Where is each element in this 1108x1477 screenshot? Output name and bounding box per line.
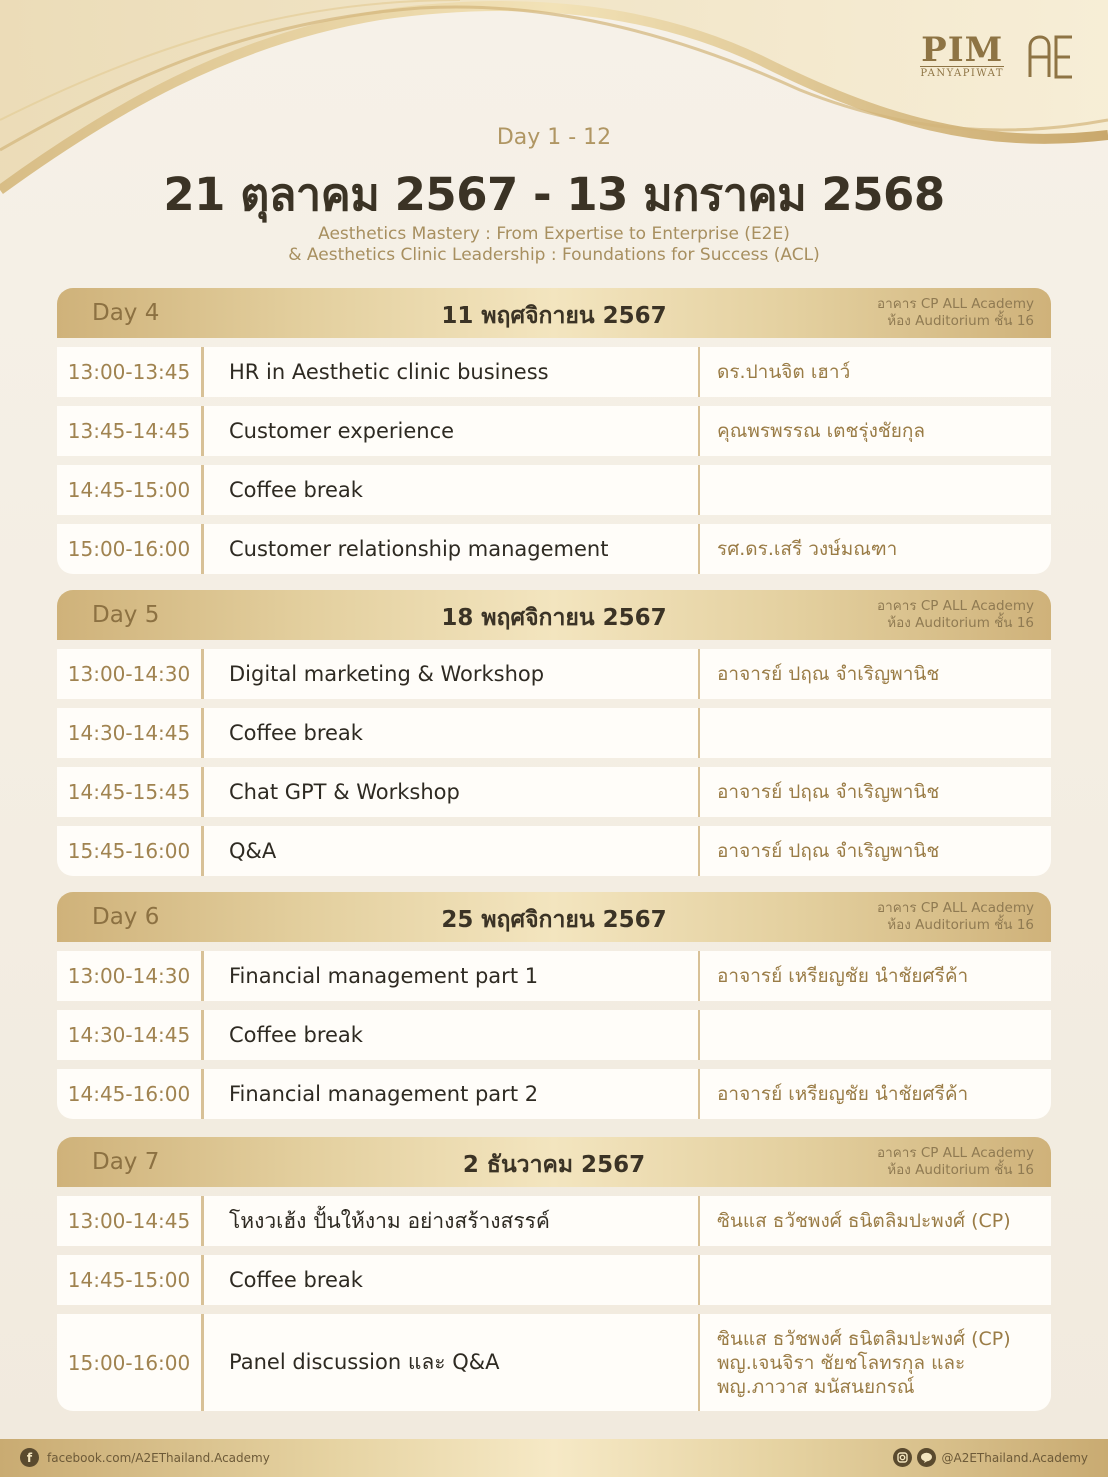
session-time: 13:00-14:30 <box>57 649 204 699</box>
schedule-row <box>57 767 1051 817</box>
session-time: 14:45-15:45 <box>57 767 204 817</box>
section-header <box>57 288 1051 338</box>
speaker-line: อาจารย์ เหรียญชัย นำชัยศรีค้า <box>717 1083 969 1105</box>
schedule-row <box>57 826 1051 876</box>
day-range: Day 1 - 12 <box>496 125 612 150</box>
speaker-line: รศ.ดร.เสรี วงษ์มณฑา <box>717 538 898 560</box>
schedule-day-5 <box>57 590 1051 876</box>
session-topic: Chat GPT & Workshop <box>204 767 700 817</box>
session-speaker <box>700 1314 1051 1411</box>
speaker-line: อาจารย์ ปฤณ จำเริญพานิช <box>717 840 940 862</box>
schedule-row <box>57 1010 1051 1060</box>
session-time: 14:45-16:00 <box>57 1069 204 1119</box>
section-date: 25 พฤศจิกายน 2567 <box>441 907 667 933</box>
page-title: 21 ตุลาคม 2567 - 13 มกราคม 2568 <box>163 168 945 221</box>
facebook-link[interactable] <box>20 1448 270 1467</box>
section-venue <box>877 1145 1034 1179</box>
facebook-url: facebook.com/A2EThailand.Academy <box>47 1450 270 1465</box>
schedule-row <box>57 1255 1051 1305</box>
schedule-row <box>57 1069 1051 1119</box>
program-line-2: & Aesthetics Clinic Leadership : Foundations for Success (ACL) <box>288 245 820 265</box>
session-topic: Customer relationship management <box>204 524 700 574</box>
session-time: 14:30-14:45 <box>57 1010 204 1060</box>
schedule-row <box>57 406 1051 456</box>
schedule-row <box>57 465 1051 515</box>
venue-building: อาคาร CP ALL Academy <box>877 598 1034 614</box>
session-topic: Customer experience <box>204 406 700 456</box>
logo-area <box>920 30 1074 79</box>
schedule-row <box>57 951 1051 1001</box>
session-topic: Coffee break <box>204 708 700 758</box>
section-date: 18 พฤศจิกายน 2567 <box>441 605 667 631</box>
session-topic: Coffee break <box>204 1255 700 1305</box>
schedule-day-7 <box>57 1137 1051 1411</box>
session-time: 14:30-14:45 <box>57 708 204 758</box>
venue-room: ห้อง Auditorium ชั้น 16 <box>887 917 1034 933</box>
instagram-icon <box>893 1448 912 1467</box>
session-topic: Digital marketing & Workshop <box>204 649 700 699</box>
venue-building: อาคาร CP ALL Academy <box>877 900 1034 916</box>
schedule-row <box>57 1314 1051 1411</box>
session-time: 13:45-14:45 <box>57 406 204 456</box>
ae-logo-icon <box>1028 35 1074 79</box>
section-day-label: Day 5 <box>92 602 160 628</box>
session-topic: Coffee break <box>204 1010 700 1060</box>
venue-room: ห้อง Auditorium ชั้น 16 <box>887 313 1034 329</box>
schedule-row <box>57 649 1051 699</box>
pim-logo-text: PIM <box>921 30 1004 70</box>
session-speaker <box>700 1255 1051 1305</box>
speaker-line: อาจารย์ ปฤณ จำเริญพานิช <box>717 781 940 803</box>
session-speaker <box>700 826 1051 876</box>
section-header <box>57 590 1051 640</box>
session-time: 13:00-14:45 <box>57 1196 204 1246</box>
section-day-label: Day 7 <box>92 1149 160 1175</box>
session-speaker <box>700 465 1051 515</box>
session-topic: โหงวเฮ้ง ปั้นให้งาม อย่างสร้างสรรค์ <box>204 1196 700 1246</box>
footer <box>0 1439 1108 1477</box>
session-time: 15:45-16:00 <box>57 826 204 876</box>
section-date: 2 ธันวาคม 2567 <box>462 1152 646 1178</box>
section-header <box>57 892 1051 942</box>
speaker-line: คุณพรพรรณ เตชรุ่งชัยกุล <box>717 420 926 442</box>
section-venue <box>877 296 1034 330</box>
session-topic: Financial management part 1 <box>204 951 700 1001</box>
session-time: 13:00-14:30 <box>57 951 204 1001</box>
line-icon <box>917 1448 936 1467</box>
session-topic: HR in Aesthetic clinic business <box>204 347 700 397</box>
session-time: 13:00-13:45 <box>57 347 204 397</box>
venue-building: อาคาร CP ALL Academy <box>877 1145 1034 1161</box>
session-time: 15:00-16:00 <box>57 1314 204 1411</box>
section-day-label: Day 6 <box>92 904 160 930</box>
program-line-1: Aesthetics Mastery : From Expertise to Enterprise (E2E) <box>318 224 790 244</box>
session-speaker <box>700 347 1051 397</box>
session-topic: Panel discussion และ Q&A <box>204 1314 700 1411</box>
schedule-row <box>57 524 1051 574</box>
session-speaker <box>700 406 1051 456</box>
session-speaker <box>700 1196 1051 1246</box>
session-speaker <box>700 951 1051 1001</box>
speaker-line: อาจารย์ ปฤณ จำเริญพานิช <box>717 663 940 685</box>
pim-logo-subtext: PANYAPIWAT <box>920 68 1004 79</box>
session-topic: Financial management part 2 <box>204 1069 700 1119</box>
speaker-line: พญ.ภาวาส มนัสนยกรณ์ <box>717 1375 915 1398</box>
session-speaker <box>700 767 1051 817</box>
program-name <box>0 224 1108 266</box>
session-topic: Q&A <box>204 826 700 876</box>
session-speaker <box>700 1069 1051 1119</box>
schedule-day-6 <box>57 892 1051 1119</box>
section-venue <box>877 598 1034 632</box>
speaker-line: พญ.เจนจิรา ชัยชโลทรกุล และ <box>717 1351 966 1374</box>
session-speaker <box>700 1010 1051 1060</box>
venue-room: ห้อง Auditorium ชั้น 16 <box>887 615 1034 631</box>
pim-logo <box>920 30 1004 79</box>
facebook-icon: f <box>20 1448 39 1467</box>
section-day-label: Day 4 <box>92 300 160 326</box>
schedule-row <box>57 708 1051 758</box>
session-time: 14:45-15:00 <box>57 1255 204 1305</box>
schedule-row <box>57 1196 1051 1246</box>
schedule-row <box>57 347 1051 397</box>
session-speaker <box>700 524 1051 574</box>
section-header <box>57 1137 1051 1187</box>
section-venue <box>877 900 1034 934</box>
venue-building: อาคาร CP ALL Academy <box>877 296 1034 312</box>
speaker-line: ซินแส ธวัชพงศ์ ธนิตลิมปะพงศ์ (CP) <box>717 1210 1011 1232</box>
venue-room: ห้อง Auditorium ชั้น 16 <box>887 1162 1034 1178</box>
section-date: 11 พฤศจิกายน 2567 <box>441 303 667 329</box>
session-speaker <box>700 649 1051 699</box>
session-topic: Coffee break <box>204 465 700 515</box>
social-handle-text: @A2EThailand.Academy <box>941 1450 1088 1465</box>
speaker-line: ซินแส ธวัชพงศ์ ธนิตลิมปะพงศ์ (CP) <box>717 1327 1011 1350</box>
speaker-line: อาจารย์ เหรียญชัย นำชัยศรีค้า <box>717 965 969 987</box>
schedule-day-4 <box>57 288 1051 574</box>
speaker-line: ดร.ปานจิต เฮาว์ <box>717 361 851 383</box>
social-handle[interactable] <box>893 1448 1088 1467</box>
session-speaker <box>700 708 1051 758</box>
session-time: 14:45-15:00 <box>57 465 204 515</box>
session-time: 15:00-16:00 <box>57 524 204 574</box>
